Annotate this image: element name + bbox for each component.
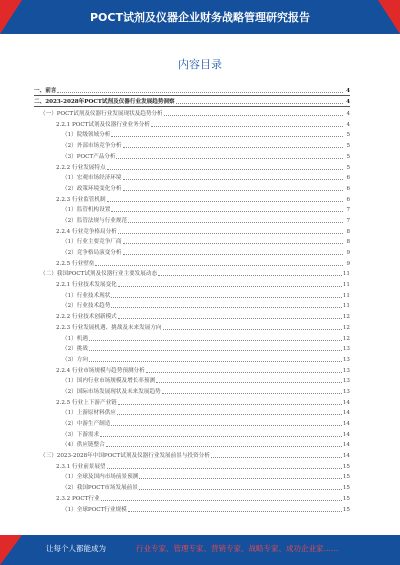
toc-leader-dots bbox=[162, 393, 342, 394]
toc-entry[interactable] bbox=[34, 225, 350, 236]
toc-leader-dots bbox=[139, 478, 342, 479]
toc-leader-dots bbox=[57, 92, 343, 93]
toc-entry[interactable] bbox=[34, 332, 350, 343]
toc-entry-label: 2.2.1 行业技术发展变化 bbox=[56, 282, 117, 289]
toc-leader-dots bbox=[111, 211, 343, 212]
toc-entry-label: 2.2.5 行业上下游产业链 bbox=[56, 399, 117, 406]
toc-entry-page: 15 bbox=[342, 506, 350, 513]
toc-leader-dots bbox=[158, 275, 342, 276]
toc-entry-page: 12 bbox=[342, 335, 350, 342]
toc-entry[interactable] bbox=[34, 246, 350, 257]
toc-leader-dots bbox=[164, 115, 343, 116]
toc-entry-label: 2.2.2 行业发展特点 bbox=[56, 164, 106, 171]
toc-entry-page: 13 bbox=[342, 356, 350, 363]
toc-entry-page: 11 bbox=[342, 303, 350, 310]
toc-leader-dots bbox=[123, 147, 344, 148]
toc-entry[interactable] bbox=[34, 182, 350, 193]
toc-leader-dots bbox=[128, 511, 342, 512]
toc-entry-label: 二、2023-2028年POCT试剂及仪器行业发展趋势洞察 bbox=[34, 99, 175, 106]
toc-entry-page: 5 bbox=[346, 164, 350, 171]
toc-leader-dots bbox=[118, 286, 342, 287]
toc-entry[interactable] bbox=[34, 310, 350, 321]
toc-entry-page: 6 bbox=[346, 175, 350, 182]
toc-leader-dots bbox=[111, 307, 342, 308]
toc-entry[interactable] bbox=[34, 396, 350, 407]
toc-leader-dots bbox=[107, 468, 342, 469]
toc-entry[interactable] bbox=[34, 236, 350, 247]
toc-entry-page: 13 bbox=[342, 367, 350, 374]
toc-entry[interactable] bbox=[34, 129, 350, 140]
toc-leader-dots bbox=[111, 297, 342, 298]
toc-leader-dots bbox=[117, 414, 342, 415]
toc-entry[interactable] bbox=[34, 96, 350, 108]
toc-entry-label: （3）方向 bbox=[62, 356, 88, 363]
toc-leader-dots bbox=[163, 329, 342, 330]
toc-entry-label: （1）院级领域分析 bbox=[62, 132, 111, 139]
toc-leader-dots bbox=[151, 126, 343, 127]
toc-leader-dots bbox=[118, 404, 342, 405]
toc-leader-dots bbox=[146, 372, 342, 373]
toc-entry[interactable] bbox=[34, 460, 350, 471]
toc-leader-dots bbox=[95, 265, 343, 266]
toc-entry-label: 2.2.4 行业竞争格局分析 bbox=[56, 228, 117, 235]
toc-entry[interactable] bbox=[34, 278, 350, 289]
toc-leader-dots bbox=[211, 457, 342, 458]
toc-entry[interactable] bbox=[34, 84, 350, 96]
toc-entry[interactable] bbox=[34, 300, 350, 311]
toc-leader-dots bbox=[101, 500, 342, 501]
toc-entry[interactable] bbox=[34, 214, 350, 225]
toc-leader-dots bbox=[139, 489, 342, 490]
toc-leader-dots bbox=[100, 436, 342, 437]
toc-entry-page: 6 bbox=[346, 185, 350, 192]
toc-entry-page: 5 bbox=[346, 143, 350, 150]
toc-entry-label: 2.3.1 行业前景展望 bbox=[56, 463, 106, 470]
toc-entry-page: 6 bbox=[346, 196, 350, 203]
toc-entry-label: （1）监管机构设置 bbox=[62, 207, 111, 214]
footer-slogan-left: 让每个人都能成为 bbox=[46, 544, 106, 553]
toc-entry[interactable] bbox=[34, 321, 350, 332]
toc-entry[interactable] bbox=[34, 172, 350, 183]
toc-leader-dots bbox=[106, 446, 342, 447]
toc-entry-page: 15 bbox=[342, 485, 350, 492]
toc-entry-page: 14 bbox=[342, 410, 350, 417]
toc-entry-label: 一、前言 bbox=[34, 87, 57, 94]
toc-entry-page: 5 bbox=[346, 153, 350, 160]
toc-leader-dots bbox=[123, 254, 344, 255]
toc-entry-label: （1）行业主要竞争厂商 bbox=[62, 239, 122, 246]
toc-entry[interactable] bbox=[34, 257, 350, 268]
toc-entry-label: （一）POCT试剂及仪器行业发展现状及趋势分析 bbox=[40, 111, 163, 118]
toc-entry-page: 13 bbox=[342, 346, 350, 353]
toc-leader-dots bbox=[111, 136, 343, 137]
toc-entry[interactable] bbox=[34, 343, 350, 354]
toc-entry-label: （1）全球及国内市场前景预测 bbox=[62, 474, 139, 481]
toc-leader-dots bbox=[107, 169, 343, 170]
toc-entry-label: （三）2023-2028年中国POCT试剂及仪器行业发展前景与投资分析 bbox=[40, 453, 210, 460]
toc-leader-dots bbox=[89, 340, 342, 341]
toc-entry-label: （4）供应链整合 bbox=[62, 442, 105, 449]
toc-entry-page: 14 bbox=[342, 442, 350, 449]
toc-entry-page: 4 bbox=[346, 99, 350, 106]
toc-entry[interactable] bbox=[34, 471, 350, 482]
toc-entry-label: （1）上游原材料供应 bbox=[62, 410, 116, 417]
toc-entry-page: 4 bbox=[346, 121, 350, 128]
toc-leader-dots bbox=[89, 361, 342, 362]
toc-heading: 内容目录 bbox=[178, 58, 222, 71]
toc-entry[interactable] bbox=[34, 439, 350, 450]
toc-leader-dots bbox=[118, 318, 342, 319]
toc-entry-label: （1）全球POCT行业规模 bbox=[62, 506, 127, 513]
toc-entry-label: 2.2.2 行业技术创新模式 bbox=[56, 314, 117, 321]
toc-entry[interactable] bbox=[34, 492, 350, 503]
table-of-contents bbox=[34, 84, 350, 514]
toc-entry-label: （2）国际市场发展现状及未来发展趋势 bbox=[62, 388, 161, 395]
toc-entry[interactable] bbox=[34, 481, 350, 492]
toc-entry[interactable] bbox=[34, 150, 350, 161]
toc-leader-dots bbox=[176, 103, 343, 104]
toc-entry-page: 4 bbox=[346, 87, 350, 94]
report-title: POCT试剂及仪器企业财务战略管理研究报告 bbox=[90, 11, 310, 24]
toc-entry-page: 7 bbox=[346, 217, 350, 224]
toc-entry-label: （2）行业技术趋势 bbox=[62, 303, 111, 310]
toc-entry[interactable] bbox=[34, 204, 350, 215]
toc-entry-label: （2）中游生产制造 bbox=[62, 421, 111, 427]
toc-entry[interactable] bbox=[34, 118, 350, 129]
toc-entry-page: 15 bbox=[342, 463, 350, 470]
toc-entry-page: 7 bbox=[346, 207, 350, 214]
toc-entry[interactable] bbox=[34, 161, 350, 172]
toc-entry[interactable] bbox=[34, 268, 350, 279]
toc-entry-label: （2）监管法规与行业规范 bbox=[62, 217, 128, 224]
toc-entry-label: 2.3.2 POCT行业 bbox=[56, 495, 100, 502]
toc-entry-page: 9 bbox=[346, 260, 350, 267]
toc-entry-label: （1）机遇 bbox=[62, 335, 88, 342]
toc-entry-label: （2）政策环境变化分析 bbox=[62, 185, 122, 192]
toc-entry-label: 2.2.4 行业市场规模与趋势预测分析 bbox=[56, 367, 145, 374]
toc-entry[interactable] bbox=[34, 375, 350, 386]
toc-entry-label: （2）我国POCT市场发展前景 bbox=[62, 485, 138, 492]
toc-entry-page: 11 bbox=[342, 292, 350, 299]
toc-entry-label: 2.2.3 行业监管机制 bbox=[56, 196, 106, 203]
toc-entry-label: （3）POCT产品分析 bbox=[62, 153, 116, 160]
toc-entry-page: 15 bbox=[342, 474, 350, 481]
toc-entry[interactable] bbox=[34, 364, 350, 375]
toc-leader-dots bbox=[123, 179, 344, 180]
toc-entry-page: 8 bbox=[346, 239, 350, 246]
toc-entry[interactable] bbox=[34, 107, 350, 118]
header-accent-right bbox=[378, 0, 400, 34]
toc-entry[interactable] bbox=[34, 503, 350, 514]
toc-entry-label: （二）我国POCT试剂及仪器行业主要发展动态 bbox=[40, 271, 158, 278]
footer-accent bbox=[0, 535, 22, 565]
footer-slogan-right: 行业专家、管理专家、营销专家、战略专家、成功企业家…… bbox=[136, 544, 339, 553]
toc-entry[interactable] bbox=[34, 449, 350, 460]
toc-leader-dots bbox=[111, 425, 342, 426]
toc-entry-page: 14 bbox=[342, 453, 350, 460]
toc-entry-label: （1）宏观市场经济环境 bbox=[62, 175, 122, 182]
toc-entry-label: 2.2.1 POCT试剂及仪器行业业务分析 bbox=[56, 121, 150, 128]
toc-entry[interactable] bbox=[34, 353, 350, 364]
toc-entry-label: （2）外部市场竞争分析 bbox=[62, 143, 122, 150]
header-accent-left bbox=[0, 0, 22, 34]
toc-entry-page: 8 bbox=[346, 228, 350, 235]
toc-entry-page: 11 bbox=[342, 282, 350, 289]
toc-entry-label: （1）行业技术现状 bbox=[62, 292, 111, 299]
toc-leader-dots bbox=[107, 201, 343, 202]
toc-entry-page: 14 bbox=[342, 431, 350, 438]
toc-entry[interactable] bbox=[34, 289, 350, 300]
toc-entry[interactable] bbox=[34, 193, 350, 204]
toc-entry-page: 12 bbox=[342, 314, 350, 321]
toc-entry-label: （3）下游需求 bbox=[62, 431, 100, 438]
toc-entry-page: 4 bbox=[346, 111, 350, 118]
toc-entry-page: 14 bbox=[342, 399, 350, 406]
toc-entry-page: 13 bbox=[342, 388, 350, 395]
toc-entry[interactable] bbox=[34, 407, 350, 418]
toc-entry-label: 2.2.3 行业发展机遇、挑战及未来发展方向 bbox=[56, 324, 162, 331]
toc-entry-label: （2）挑战 bbox=[62, 346, 88, 353]
toc-entry-label: 2.2.5 行业壁垒 bbox=[56, 260, 95, 267]
toc-entry-page: 9 bbox=[346, 250, 350, 256]
header-bar bbox=[0, 0, 400, 34]
toc-entry-page: 11 bbox=[342, 271, 350, 278]
toc-entry[interactable] bbox=[34, 139, 350, 150]
toc-entry-label: （1）国内行业市场规模及增长率预测 bbox=[62, 378, 156, 385]
toc-leader-dots bbox=[128, 222, 343, 223]
toc-entry-page: 12 bbox=[342, 324, 350, 331]
toc-entry-page: 15 bbox=[342, 495, 350, 502]
toc-entry-page: 5 bbox=[346, 132, 350, 139]
toc-leader-dots bbox=[156, 382, 342, 383]
toc-entry-label: （2）竞争格局演变分析 bbox=[62, 250, 122, 256]
toc-leader-dots bbox=[123, 190, 344, 191]
toc-entry[interactable] bbox=[34, 417, 350, 428]
toc-entry[interactable] bbox=[34, 428, 350, 439]
toc-leader-dots bbox=[89, 350, 342, 351]
toc-leader-dots bbox=[123, 243, 344, 244]
toc-leader-dots bbox=[118, 233, 343, 234]
toc-leader-dots bbox=[116, 158, 343, 159]
toc-entry[interactable] bbox=[34, 385, 350, 396]
toc-entry-page: 14 bbox=[342, 421, 350, 427]
toc-entry-page: 13 bbox=[342, 378, 350, 385]
